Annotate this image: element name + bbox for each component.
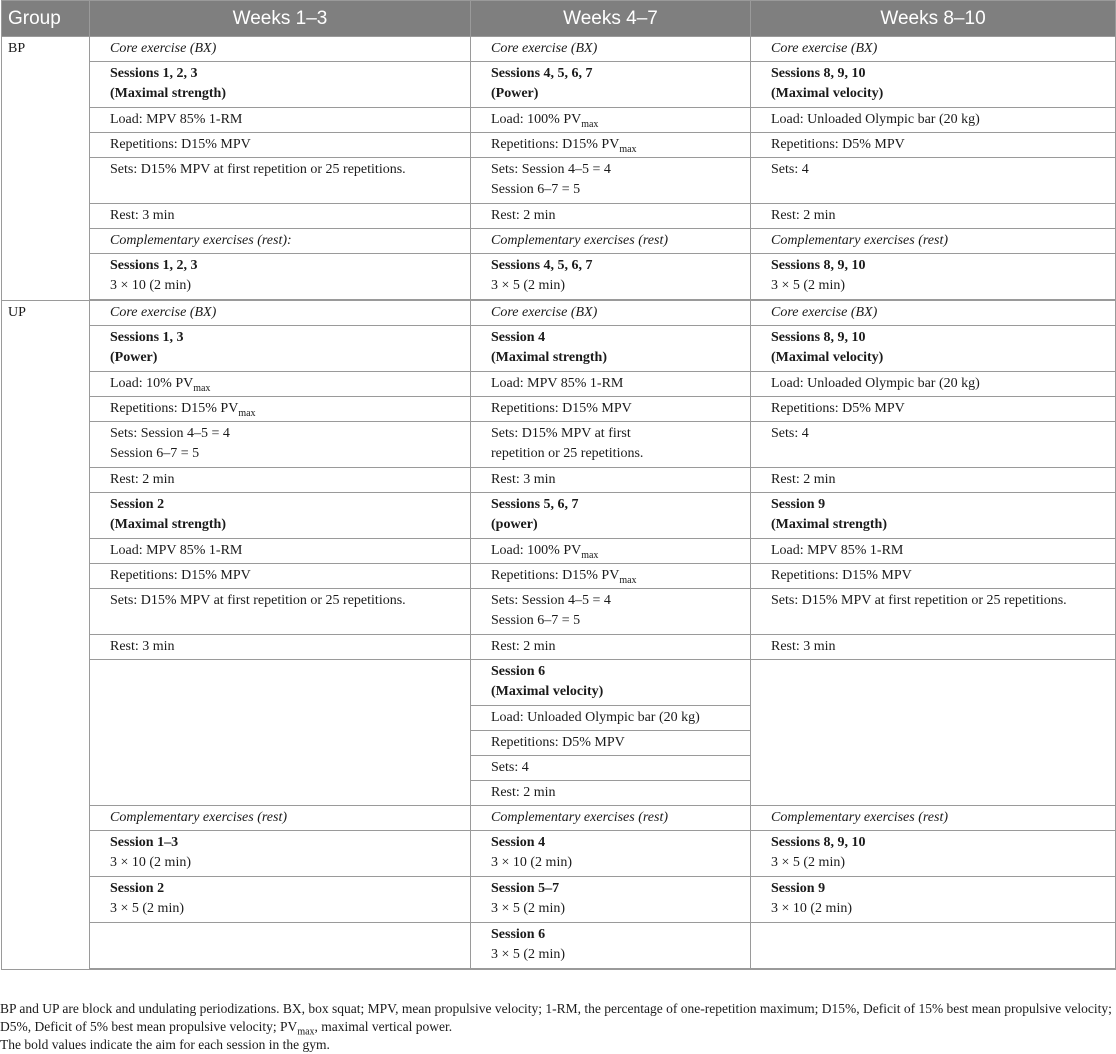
- cell: Repetitions: D15% $PV_{max}$: [471, 133, 751, 158]
- cell: Sets: D15% MPV at first repetition or 25 repetitions.: [751, 589, 1116, 635]
- cell: Rest: 3 min: [471, 468, 751, 493]
- cell: Repetitions: D15% MPV: [471, 397, 751, 422]
- table-footnotes: [0, 998, 1116, 1054]
- cell: Session 1–3 3 × 10 (2 min): [90, 831, 471, 877]
- cell: Rest: 2 min: [471, 635, 751, 660]
- spacer-cell: [90, 969, 471, 970]
- table-row: [2, 301, 1116, 326]
- periodization-table: [1, 0, 1116, 970]
- cell: Repetitions: D15% $PV_{max}$: [471, 564, 751, 589]
- table-row: [2, 397, 1116, 422]
- table-row: [2, 37, 1116, 62]
- cell: Sessions 8, 9, 10 3 × 5 (2 min): [751, 831, 1116, 877]
- cell: Repetitions: D15% MPV: [90, 133, 471, 158]
- empty-cell: [90, 660, 471, 806]
- cell: Session 4 3 × 10 (2 min): [471, 831, 751, 877]
- cell: Sets: D15% MPV at first repetition or 25 repetitions.: [90, 589, 471, 635]
- cell: Core exercise (BX): [751, 301, 1116, 326]
- table-row: [2, 877, 1116, 923]
- spacer-cell: [751, 969, 1116, 970]
- cell: Sessions 5, 6, 7 (power): [471, 493, 751, 539]
- table-row: [2, 372, 1116, 397]
- table-row: [2, 564, 1116, 589]
- cell: Load: Unloaded Olympic bar (20 kg): [751, 108, 1116, 133]
- table-row: [2, 133, 1116, 158]
- cell: Session 5–7 3 × 5 (2 min): [471, 877, 751, 923]
- table-row: [2, 635, 1116, 660]
- cell: Complementary exercises (rest): [90, 806, 471, 831]
- cell: Session 2 (Maximal strength): [90, 493, 471, 539]
- cell: Sessions 4, 5, 6, 7 (Power): [471, 62, 751, 108]
- cell: Load: 100% $PV_{max}$: [471, 539, 751, 564]
- cell: Load: MPV 85% 1-RM: [90, 539, 471, 564]
- cell: Complementary exercises (rest): [751, 229, 1116, 254]
- header-group: Group: [2, 1, 90, 37]
- cell: Rest: 3 min: [90, 635, 471, 660]
- cell: Sets: 4: [751, 422, 1116, 468]
- header-weeks-8-10: Weeks 8–10: [751, 1, 1116, 37]
- cell: Session 2 3 × 5 (2 min): [90, 877, 471, 923]
- cell: Complementary exercises (rest): [751, 806, 1116, 831]
- table-row: [2, 589, 1116, 635]
- cell: Complementary exercises (rest):: [90, 229, 471, 254]
- cell: Sets: D15% MPV at first repetition or 25 repetitions.: [471, 422, 751, 468]
- empty-cell: [751, 923, 1116, 969]
- table-row: [2, 422, 1116, 468]
- cell: Rest: 2 min: [471, 204, 751, 229]
- cell: Rest: 2 min: [90, 468, 471, 493]
- cell: Repetitions: D15% MPV: [751, 564, 1116, 589]
- cell: Load: MPV 85% 1-RM: [751, 539, 1116, 564]
- table-row: [2, 806, 1116, 831]
- cell: Load: 100% $PV_{max}$: [471, 108, 751, 133]
- cell: Sets: D15% MPV at first repetition or 25 repetitions.: [90, 158, 471, 204]
- cell: Rest: 2 min: [751, 468, 1116, 493]
- cell: Load: Unloaded Olympic bar (20 kg): [751, 372, 1116, 397]
- cell: Load: Unloaded Olympic bar (20 kg): [471, 706, 751, 731]
- cell: Rest: 3 min: [90, 204, 471, 229]
- cell: Rest: 2 min: [751, 204, 1116, 229]
- cell: Sessions 8, 9, 10 (Maximal velocity): [751, 326, 1116, 372]
- cell: Sets: 4: [751, 158, 1116, 204]
- cell: Sets: Session 4–5 = 4 Session 6–7 = 5: [90, 422, 471, 468]
- footnote-bold-meaning: The bold values indicate the aim for each session in the gym.: [0, 1037, 330, 1052]
- header-weeks-1-3: Weeks 1–3: [90, 1, 471, 37]
- table-row: [2, 229, 1116, 254]
- cell: Sessions 8, 9, 10 3 × 5 (2 min): [751, 254, 1116, 300]
- cell: Rest: 2 min: [471, 781, 751, 806]
- cell: Complementary exercises (rest): [471, 229, 751, 254]
- cell: Sessions 1, 2, 3 3 × 10 (2 min): [90, 254, 471, 300]
- cell: Repetitions: D5% MPV: [751, 133, 1116, 158]
- table-row: [2, 923, 1116, 969]
- cell: Complementary exercises (rest): [471, 806, 751, 831]
- cell: Session 6 (Maximal velocity): [471, 660, 751, 706]
- cell: Core exercise (BX): [90, 37, 471, 62]
- table-row: [2, 831, 1116, 877]
- table-row: [2, 108, 1116, 133]
- cell: Repetitions: D15% MPV: [90, 564, 471, 589]
- cell: Core exercise (BX): [471, 301, 751, 326]
- cell: Sessions 1, 2, 3 (Maximal strength): [90, 62, 471, 108]
- cell: Sessions 4, 5, 6, 7 3 × 5 (2 min): [471, 254, 751, 300]
- cell: Load: MPV 85% 1-RM: [471, 372, 751, 397]
- table-row: [2, 158, 1116, 204]
- group-label-up: UP: [2, 301, 90, 970]
- footnote-abbreviations: BP and UP are block and undulating periodizations. BX, box squat; MPV, mean propulsive velocity; 1-RM, the percentage of one-repetition maximum; D15%, Deficit of 15% best mean propulsive velocity; D5%, Deficit of 5% best mean propulsive velocity; $PV_{max}$, maximal vertical power.: [0, 1001, 1112, 1038]
- group-label-bp: BP: [2, 37, 90, 301]
- table-row: [2, 326, 1116, 372]
- table-row: [2, 468, 1116, 493]
- empty-cell: [751, 660, 1116, 806]
- table-row: [2, 254, 1116, 300]
- cell: Repetitions: D5% MPV: [751, 397, 1116, 422]
- cell: Repetitions: D5% MPV: [471, 731, 751, 756]
- cell: Load: MPV 85% 1-RM: [90, 108, 471, 133]
- cell: Session 9 (Maximal strength): [751, 493, 1116, 539]
- cell: Sessions 1, 3 (Power): [90, 326, 471, 372]
- empty-cell: [90, 923, 471, 969]
- header-row: [2, 1, 1116, 37]
- spacer-cell: [471, 969, 751, 970]
- cell: Core exercise (BX): [751, 37, 1116, 62]
- cell: Sessions 8, 9, 10 (Maximal velocity): [751, 62, 1116, 108]
- table-row: [2, 969, 1116, 970]
- table-row: [2, 493, 1116, 539]
- cell: Sets: 4: [471, 756, 751, 781]
- table-row: [2, 204, 1116, 229]
- cell: Session 9 3 × 10 (2 min): [751, 877, 1116, 923]
- table-row: [2, 62, 1116, 108]
- table-row: [2, 539, 1116, 564]
- cell: Load: 10% $PV_{max}$: [90, 372, 471, 397]
- table-row: [2, 660, 1116, 706]
- header-weeks-4-7: Weeks 4–7: [471, 1, 751, 37]
- cell: Core exercise (BX): [471, 37, 751, 62]
- cell: Sets: Session 4–5 = 4 Session 6–7 = 5: [471, 589, 751, 635]
- cell: Session 6 3 × 5 (2 min): [471, 923, 751, 969]
- cell: Rest: 3 min: [751, 635, 1116, 660]
- cell: Session 4 (Maximal strength): [471, 326, 751, 372]
- cell: Sets: Session 4–5 = 4 Session 6–7 = 5: [471, 158, 751, 204]
- cell: Repetitions: D15% $PV_{max}$: [90, 397, 471, 422]
- cell: Core exercise (BX): [90, 301, 471, 326]
